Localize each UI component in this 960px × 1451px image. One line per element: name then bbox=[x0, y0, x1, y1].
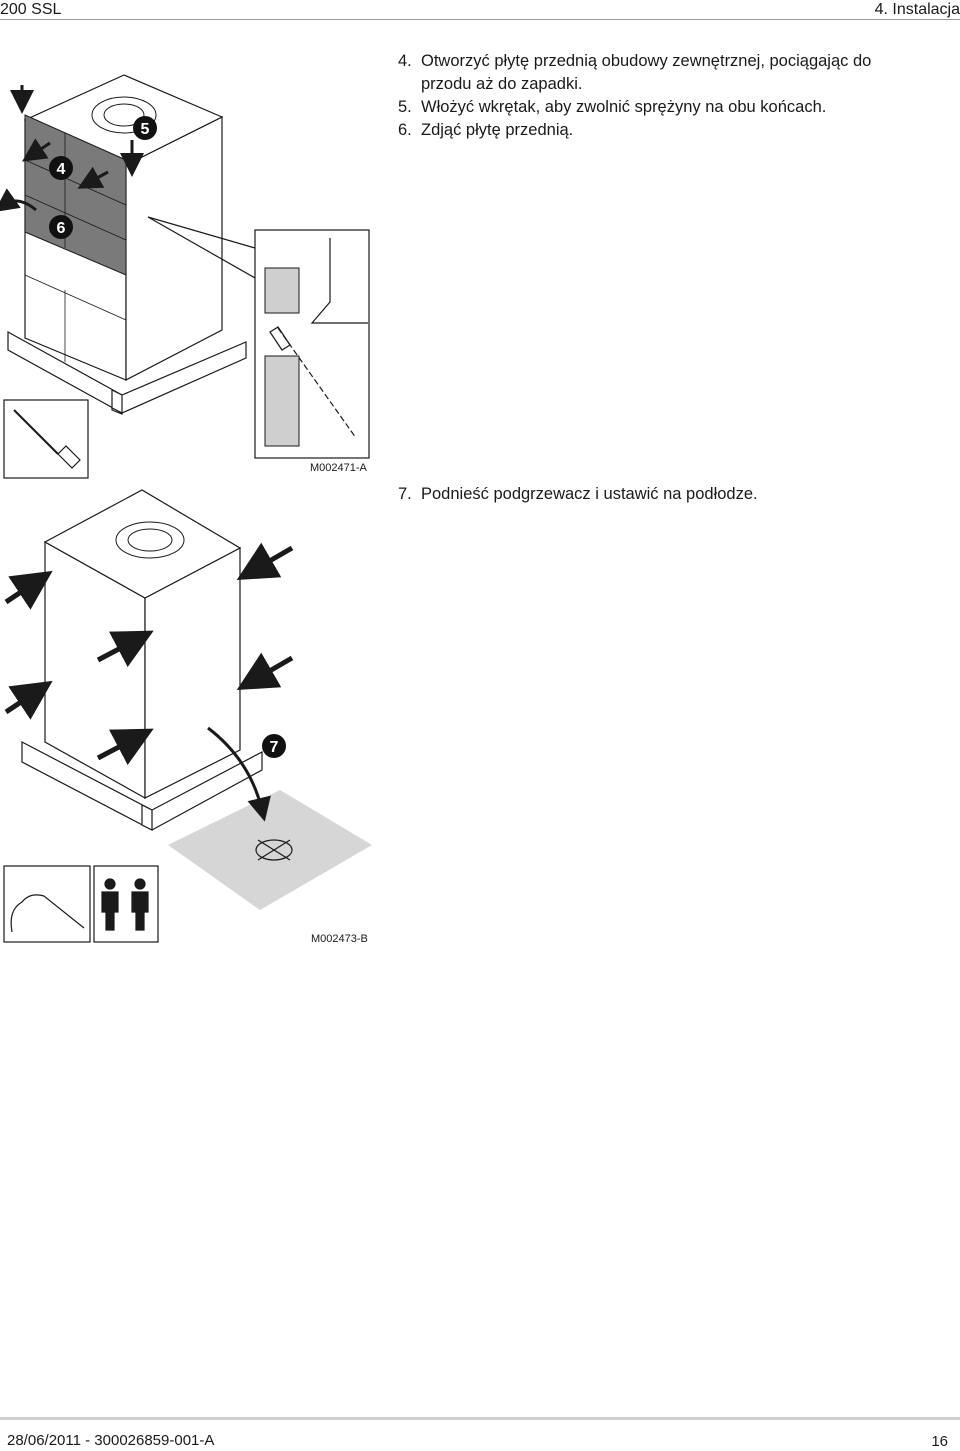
screwdriver-icon bbox=[4, 400, 88, 478]
step-7 bbox=[398, 483, 943, 506]
step-5-text: Włożyć wkrętak, aby zwolnić sprężyny na obu końcach. bbox=[421, 98, 827, 116]
step-5 bbox=[398, 96, 943, 119]
steps-list-a bbox=[398, 50, 943, 142]
step-4-text-1: Otworzyć płytę przednią obudowy zewnętrznej, pociągając do bbox=[421, 52, 872, 70]
step-6 bbox=[398, 119, 943, 142]
callout-7: 7 bbox=[269, 739, 279, 756]
step-4 bbox=[398, 50, 943, 96]
step-7-text: Podnieść podgrzewacz i ustawić na podłodze. bbox=[421, 485, 758, 503]
footer-divider bbox=[0, 1417, 960, 1420]
step-6-text: Zdjąć płytę przednią. bbox=[421, 121, 574, 139]
step-5-number: 5. bbox=[398, 98, 412, 116]
top-fan-b bbox=[116, 522, 184, 558]
footer-meta: 28/06/2011 - 300026859-001-A bbox=[7, 1432, 215, 1449]
figure-front-panel-removal bbox=[0, 40, 380, 480]
step-4-number: 4. bbox=[398, 52, 412, 70]
step-7-number: 7. bbox=[398, 485, 412, 503]
header-product: 200 SSL bbox=[0, 1, 62, 18]
callout-6-a: 6 bbox=[56, 220, 66, 237]
callout-5-a: 5 bbox=[140, 121, 150, 138]
step-4-text-2: przodu aż do zapadki. bbox=[421, 75, 583, 93]
figure-lift-boiler bbox=[0, 480, 380, 950]
hand-icon bbox=[4, 866, 90, 942]
figure-a-code: M002471-A bbox=[310, 462, 367, 474]
header-divider bbox=[0, 19, 960, 20]
header-section: 4. Instalacja bbox=[874, 1, 960, 18]
figure-b-code: M002473-B bbox=[311, 933, 368, 945]
two-persons-icon bbox=[94, 866, 158, 942]
step-6-number: 6. bbox=[398, 121, 412, 139]
page-number: 16 bbox=[931, 1433, 948, 1450]
floor-area bbox=[168, 790, 372, 910]
callout-4-a: 4 bbox=[56, 161, 66, 178]
